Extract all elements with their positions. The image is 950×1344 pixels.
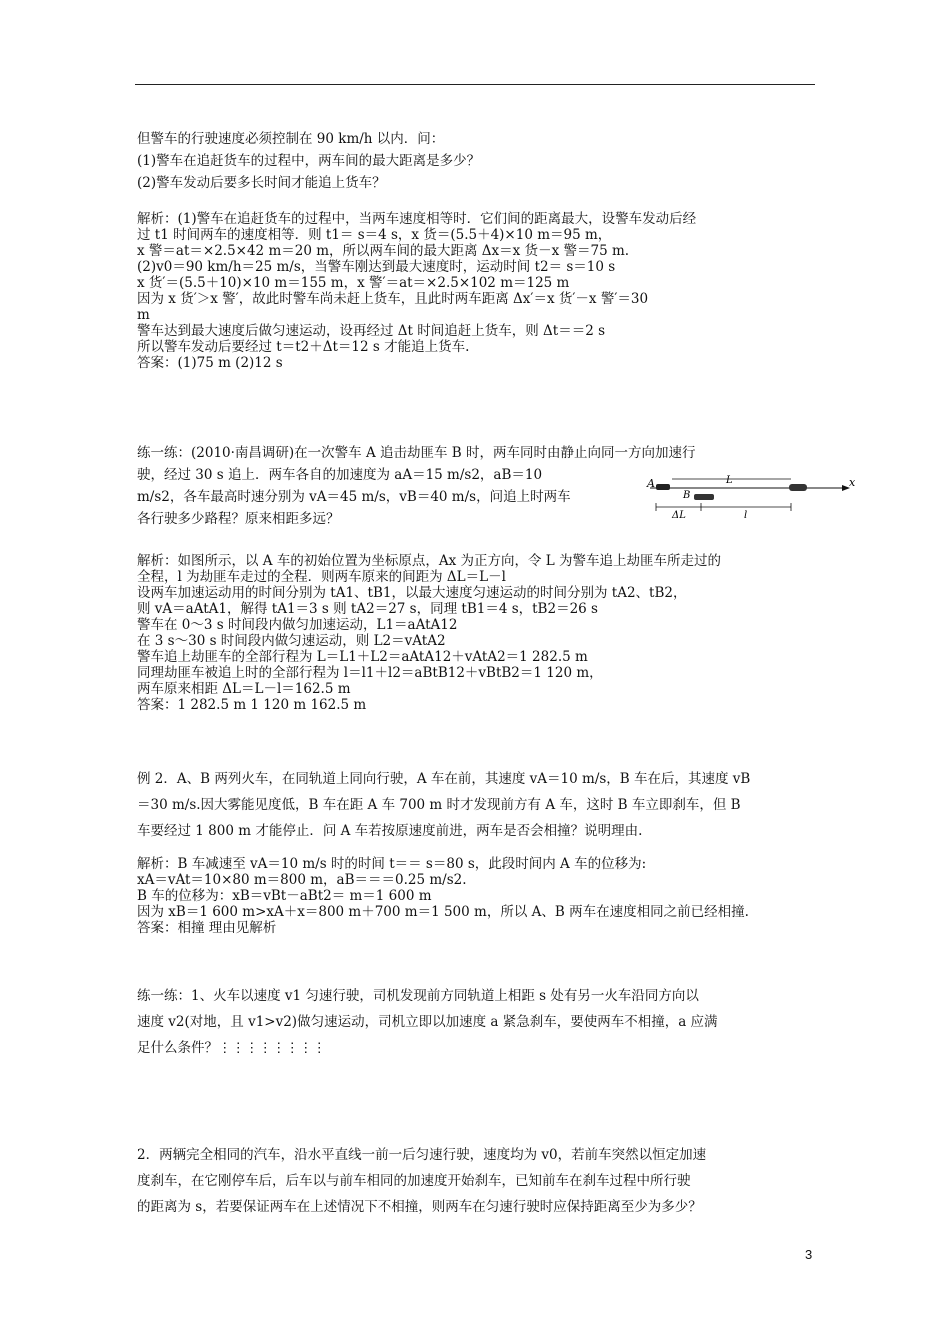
- text-line: 驶，经过 30 s 追上．两车各自的加速度为 aA＝15 m/s2，aB＝10: [137, 467, 543, 483]
- text-line: 速度 v2(对地，且 v1>v2)做匀速运动，司机立即以加速度 a 紧急刹车，要使两车不相撞，a 应满: [137, 1014, 718, 1030]
- text-line: 答案：1 282.5 m 1 120 m 162.5 m: [137, 697, 367, 713]
- solution-1: [137, 211, 696, 371]
- solution-2: [137, 553, 721, 713]
- text-line: 但警车的行驶速度必须控制在 90 km/h 以内．问：: [137, 131, 445, 147]
- text-line: 同理劫匪车被追上时的全部行程为 l＝l1＋l2＝aBtB12＋vBtB2＝1 120 m，: [137, 665, 603, 681]
- text-line: x 货′＝(5.5＋10)×10 m＝155 m，x 警′＝at＝×2.5×102 m＝125 m: [137, 275, 570, 291]
- text-line: 车要经过 1 800 m 才能停止．问 A 车若按原速度前进，两车是否会相撞？说明理由.: [137, 823, 643, 839]
- text-line: 答案：(1)75 m (2)12 s: [137, 355, 283, 371]
- page-number: 3: [805, 1247, 813, 1262]
- text-line: 练一练：(2010·南昌调研)在一次警车 A 追击劫匪车 B 时，两车同时由静止向同一方向加速行: [137, 445, 696, 461]
- text-line: 解析：(1)警车在追赶货车的过程中，当两车速度相等时．它们间的距离最大，设警车发动后经: [137, 211, 697, 227]
- text-line: m/s2，各车最高时速分别为 vA＝45 m/s，vB＝40 m/s，问追上时两车: [137, 489, 571, 505]
- label-l-upper: L: [726, 475, 733, 486]
- text-line: 全程，l 为劫匪车走过的全程．则两车原来的间距为 ΔL＝L－l: [137, 569, 506, 585]
- practice-2: [137, 983, 718, 1061]
- text-line: (2)v0＝90 km/h＝25 m/s，当警车刚达到最大速度时，运动时间 t2＝ s＝10 s: [137, 259, 616, 275]
- text-line: 度刹车，在它刚停车后，后车以与前车相同的加速度开始刹车，已知前车在刹车过程中所行驶: [137, 1173, 691, 1189]
- text-line: ＝30 m/s.因大雾能见度低，B 车在距 A 车 700 m 时才发现前方有 A 车，这时 B 车立即刹车，但 B: [137, 797, 741, 813]
- car-a: [656, 484, 670, 490]
- header-rule: [135, 84, 815, 85]
- label-x: x: [849, 476, 856, 489]
- text-line: 2．两辆完全相同的汽车，沿水平直线一前一后匀速行驶，速度均为 v0，若前车突然以恒定加速: [137, 1147, 707, 1163]
- problem-intro: [137, 128, 480, 194]
- text-line: 警车达到最大速度后做匀速运动，设再经过 Δt 时间追赶上货车，则 Δt＝＝2 s: [137, 323, 606, 339]
- text-line: 因为 x 货′＞x 警′，故此时警车尚未赶上货车，且此时两车距离 Δx′＝x 货′－x 警′＝30: [137, 291, 649, 307]
- chase-diagram: [646, 474, 856, 522]
- solution-3: [137, 856, 749, 936]
- text-line: 设两车加速运动用的时间分别为 tA1、tB1，以最大速度匀速运动的时间分别为 tA2、tB2，: [137, 585, 687, 601]
- text-line: xA＝vAt＝10×80 m＝800 m，aB＝＝＝0.25 m/s2.: [137, 872, 467, 888]
- text-line: 过 t1 时间两车的速度相等．则 t1＝ s＝4 s，x 货＝(5.5＋4)×10 m＝95 m，: [137, 227, 612, 243]
- label-delta-l: ΔL: [672, 510, 686, 521]
- practice-1: [137, 442, 696, 530]
- text-line: B 车的位移为：xB＝vBt－aBt2＝ m＝1 600 m: [137, 888, 432, 904]
- label-l-lower: l: [744, 510, 748, 521]
- text-line: 例 2．A、B 两列火车，在同轨道上同向行驶，A 车在前，其速度 vA＝10 m/s，B 车在后，其速度 vB: [137, 771, 751, 787]
- text-line: 解析：B 车减速至 vA＝10 m/s 时的时间 t＝＝ s＝80 s，此段时间内 A 车的位移为:: [137, 856, 647, 872]
- problem-2: [137, 1142, 706, 1220]
- example-2: [137, 766, 750, 844]
- text-line: 解析：如图所示，以 A 车的初始位置为坐标原点，Ax 为正方向，令 L 为警车追上劫匪车所走过的: [137, 553, 722, 569]
- text-line: m: [137, 307, 150, 323]
- text-line: 警车追上劫匪车的全部行程为 L＝L1＋L2＝aAtA12＋vAtA2＝1 282.5 m: [137, 649, 588, 665]
- text-line: 在 3 s～30 s 时间段内做匀速运动，则 L2＝vAtA2: [137, 633, 446, 649]
- text-line: 因为 xB＝1 600 m>xA＋x＝800 m＋700 m＝1 500 m，所以 A、B 两车在速度相同之前已经相撞.: [137, 904, 749, 920]
- text-line: 所以警车发动后要经过 t＝t2＋Δt＝12 s 才能追上货车.: [137, 339, 470, 355]
- text-line: 练一练：1、火车以速度 v1 匀速行驶，司机发现前方同轨道上相距 s 处有另一火车沿同方向以: [137, 988, 699, 1004]
- label-b: B: [683, 490, 691, 501]
- text-line: 警车在 0～3 s 时间段内做匀加速运动，L1＝aAtA12: [137, 617, 458, 633]
- text-line: (2)警车发动后要多长时间才能追上货车？: [137, 175, 386, 191]
- text-line: 各行驶多少路程？原来相距多远？: [137, 511, 340, 527]
- text-line: 则 vA＝aAtA1，解得 tA1＝3 s 则 tA2＝27 s，同理 tB1＝4 s，tB2＝26 s: [137, 601, 598, 617]
- text-line: x 警＝at＝×2.5×42 m＝20 m，所以两车间的最大距离 Δx＝x 货－x 警＝75 m.: [137, 243, 630, 259]
- text-line: 的距离为 s，若要保证两车在上述情况下不相撞，则两车在匀速行驶时应保持距离至少为多少？: [137, 1199, 702, 1215]
- label-a: A: [647, 477, 655, 490]
- text-line: 答案：相撞 理由见解析: [137, 920, 277, 936]
- text-line: (1)警车在追赶货车的过程中，两车间的最大距离是多少？: [137, 153, 481, 169]
- text-line: 两车原来相距 ΔL＝L－l＝162.5 m: [137, 681, 351, 697]
- text-line: 足什么条件？⋮⋮⋮⋮⋮⋮⋮⋮: [137, 1040, 326, 1056]
- cars-meeting: [789, 484, 807, 491]
- car-b: [694, 494, 714, 500]
